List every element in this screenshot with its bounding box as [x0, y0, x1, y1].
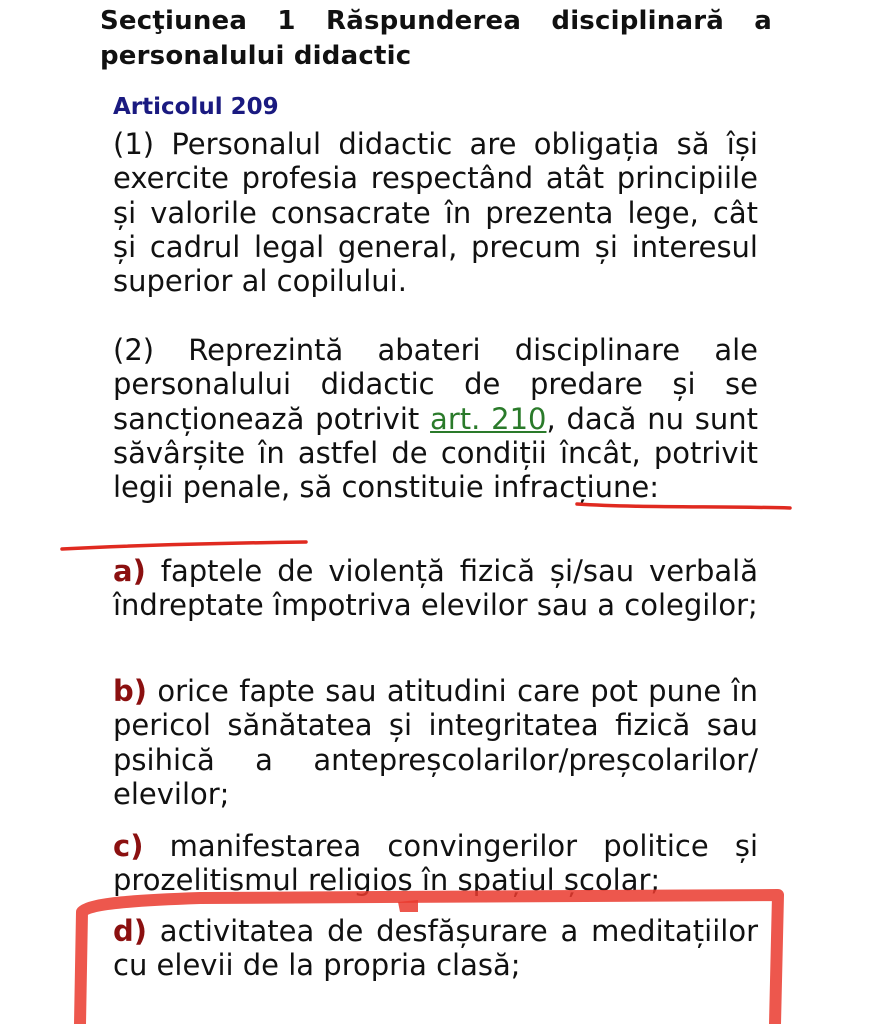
item-d-text: activitatea de desfășurare a meditațiilor cu elevii de la propria clasă;	[113, 914, 758, 983]
item-c-text: manifestarea convingerilor politice și prozelitismul religios în spațiul școlar;	[113, 829, 758, 898]
item-a-text: faptele de violență fizică și/sau verbală îndreptate împotriva elevilor sau a colegilor;	[113, 554, 758, 623]
item-b-text: orice fapte sau atitudini care pot pune în pericol sănătatea și integritatea fizică sau psihică a antepreșcolarilor/preșcolarilor/ elevilor;	[113, 674, 758, 811]
underline-infractiune	[62, 542, 306, 549]
highlight-box-mark	[398, 900, 418, 912]
paragraph-1: (1) Personalul didactic are obligația să își exercite profesia respectând atât principiile și valorile consacrate în prezenta lege, cât și cadrul legal general, precum și interesul superior al copilului.	[113, 127, 758, 299]
paragraph-2	[113, 333, 758, 504]
item-d	[113, 914, 758, 983]
paragraph-2-text-after-link: , dacă nu sunt săvârșite în astfel de condiții încât, potrivit legii penale, să constituie infracțiune:	[113, 401, 758, 505]
item-d-letter: d)	[113, 914, 148, 948]
underline-constituie	[577, 504, 790, 508]
item-a-letter: a)	[113, 554, 146, 588]
section-title: Secţiunea 1 Răspunderea disciplinară a personalului didactic	[100, 6, 772, 71]
item-a	[113, 554, 758, 623]
paragraph-2-text-before-link: (2) Reprezintă abateri disciplinare ale personalului didactic de predare și se sancționează potrivit	[113, 333, 758, 436]
article-heading: Articolul 209	[113, 94, 279, 120]
item-c	[113, 829, 758, 898]
item-b	[113, 674, 758, 811]
item-b-letter: b)	[113, 674, 148, 708]
art-210-link[interactable]: art. 210	[430, 401, 547, 436]
item-c-letter: c)	[113, 829, 144, 863]
